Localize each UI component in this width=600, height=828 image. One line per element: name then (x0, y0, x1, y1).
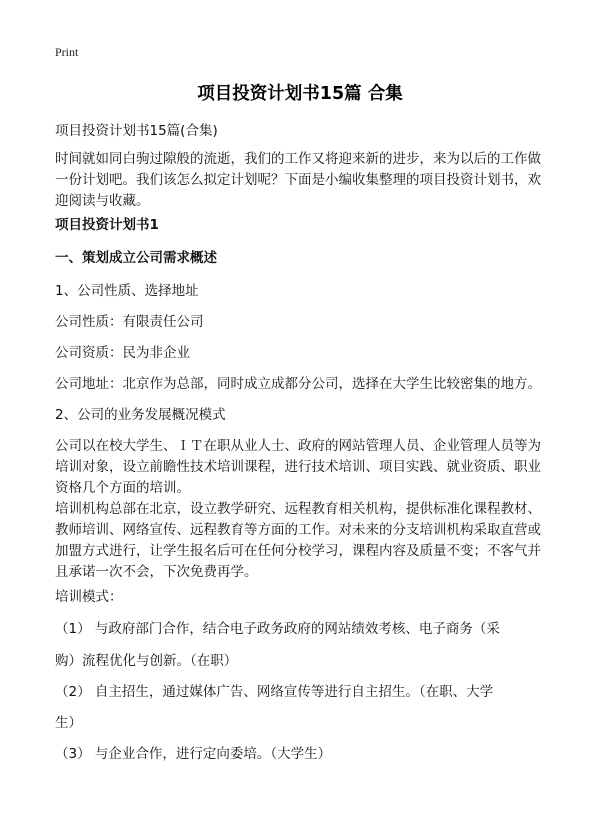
section-title: 项目投资计划书1 (55, 217, 159, 233)
company-address: 公司地址：北京作为总部，同时成立成都分公司，选择在大学生比较密集的地方。 (55, 376, 541, 392)
company-nature: 公司性质：有限责任公司 (55, 314, 204, 330)
training-mode-1-line-1: （1） 与政府部门合作，结合电子政务政府的网站绩效考核、电子商务（采 (55, 621, 500, 637)
intro-paragraph: 时间就如同白驹过隙般的流逝，我们的工作又将迎来新的进步，来为以后的工作做一份计划吧。我们该怎么拟定计划呢？下面是小编收集整理的项目投资计划书，欢迎阅读与收藏。 (55, 151, 541, 209)
heading-company-needs: 一、策划成立公司需求概述 (55, 250, 217, 266)
business-paragraph-headquarters: 培训机构总部在北京，设立教学研究、远程教育相关机构，提供标准化课程教材、教师培训、网络宣传、远程教育等方面的工作。对未来的分支培训机构采取直营或加盟方式进行，让学生报名后可在任何分校学习，课程内容及质量不变；不客气并且承诺一次不会，下次免费再学。 (55, 501, 541, 580)
list-item-business-model: 2、公司的业务发展概况模式 (55, 407, 226, 423)
company-qualification: 公司资质：民为非企业 (55, 345, 190, 361)
business-paragraph-training-targets: 公司以在校大学生、ＩＴ在职从业人士、政府的网站管理人员、企业管理人员等为培训对象，设立前瞻性技术培训课程，进行技术培训、项目实践、就业资质、职业资格几个方面的培训。 (55, 438, 541, 496)
training-mode-label: 培训模式： (55, 589, 123, 605)
document-subtitle: 项目投资计划书15篇(合集) (55, 123, 218, 139)
document-title: 项目投资计划书15篇 合集 (197, 84, 403, 104)
list-item-company-nature-location: 1、公司性质、选择地址 (55, 283, 199, 299)
training-mode-2-line-2: 生） (55, 715, 82, 731)
print-link[interactable]: Print (55, 45, 79, 59)
training-mode-3: （3） 与企业合作，进行定向委培。（大学生） (55, 746, 332, 762)
training-mode-1-line-2: 购）流程优化与创新。（在职） (55, 653, 238, 669)
training-mode-2-line-1: （2） 自主招生，通过媒体广告、网络宣传等进行自主招生。（在职、大学 (55, 684, 494, 700)
